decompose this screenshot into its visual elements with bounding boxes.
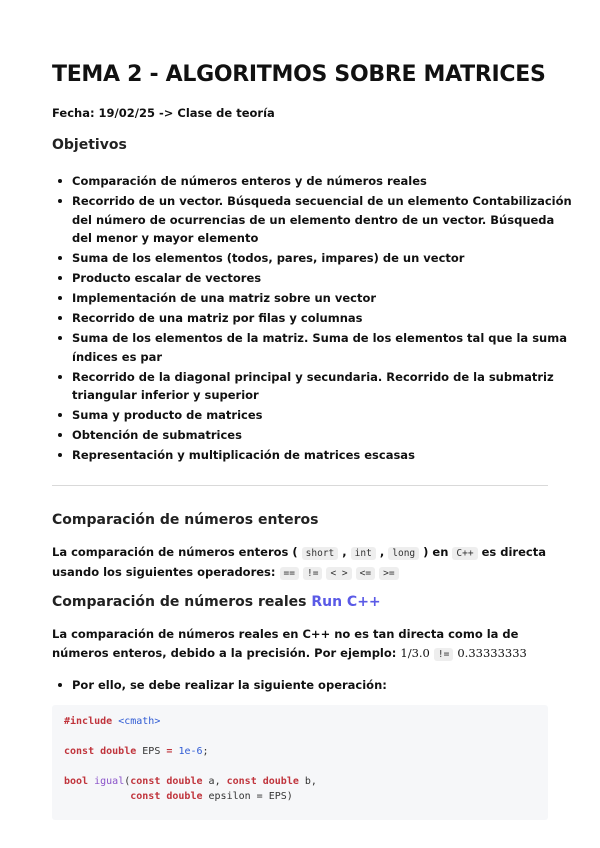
operator-code: <= (356, 567, 375, 580)
math-expr-right: 0.33333333 (457, 646, 527, 660)
type-long-code: long (388, 547, 419, 560)
code-content (52, 705, 548, 813)
code-token: const double (130, 791, 203, 802)
code-token: = (166, 746, 173, 757)
objetivos-heading: Objetivos (52, 137, 127, 153)
code-token: const double (130, 776, 203, 787)
enteros-text-b: ) en (423, 545, 449, 559)
code-token: igual (94, 776, 125, 787)
reales-heading (52, 594, 381, 610)
code-token: epsilon = EPS) (208, 791, 293, 802)
code-token: const double (64, 746, 137, 757)
list-item: Implementación de una matriz sobre un vector (72, 289, 572, 308)
list-item: Obtención de submatrices (72, 426, 572, 445)
list-item: Suma de los elementos (todos, pares, impares) de un vector (72, 249, 572, 268)
code-token: a, (208, 776, 221, 787)
list-item: Comparación de números enteros y de números reales (72, 172, 572, 191)
list-item: Por ello, se debe realizar la siguiente operación: (72, 676, 572, 694)
list-item: Recorrido de una matriz por filas y columnas (72, 309, 572, 328)
list-item: Suma y producto de matrices (72, 406, 572, 425)
code-token: ; (202, 746, 209, 757)
list-item: Producto escalar de vectores (72, 269, 572, 288)
code-token: 1e-6 (178, 746, 203, 757)
lang-code: C++ (452, 547, 477, 560)
enteros-heading: Comparación de números enteros (52, 512, 319, 528)
enteros-text-c: es directa usando los siguientes operadores: (52, 545, 546, 579)
reales-heading-text: Comparación de números reales (52, 594, 307, 610)
enteros-paragraph (52, 543, 552, 583)
operator-code: >= (379, 567, 398, 580)
operator-code: < > (326, 567, 351, 580)
code-token: #include (64, 716, 113, 727)
objetivos-list (52, 172, 572, 466)
list-item: Recorrido de un vector. Búsqueda secuencial de un elemento Contabilización del número de ocurrencias de un elemento dentro de un vector. Búsqueda del menor y mayor elemento (72, 192, 572, 248)
enteros-text-a: La comparación de números enteros ( (52, 545, 298, 559)
operator-code: == (280, 567, 299, 580)
reales-paragraph (52, 625, 552, 664)
section-divider (52, 485, 548, 486)
code-token: b, (304, 776, 317, 787)
code-token: EPS (142, 746, 161, 757)
separator: , (342, 545, 347, 559)
page-title: TEMA 2 - ALGORITMOS SOBRE MATRICES (52, 62, 546, 87)
separator: , (379, 545, 385, 559)
type-short-code: short (302, 547, 339, 560)
code-token: const double (226, 776, 299, 787)
math-expr-left: 1/3.0 (400, 646, 430, 660)
operator-code: != (303, 567, 322, 580)
reales-bullets (52, 676, 572, 694)
operator-code: != (434, 648, 453, 661)
list-item: Representación y multiplicación de matrices escasas (72, 446, 572, 465)
date-line: Fecha: 19/02/25 -> Clase de teoría (52, 106, 275, 120)
code-token: bool (64, 776, 89, 787)
code-block[interactable] (52, 705, 548, 820)
run-cpp-link[interactable]: Run C++ (311, 594, 381, 610)
code-token: <cmath> (118, 716, 161, 727)
list-item: Suma de los elementos de la matriz. Suma de los elementos tal que la suma índices es par (72, 329, 572, 366)
reales-text-a: La comparación de números reales en C++ no es tan directa como la de números enteros, debido a la precisión. Por ejemplo: (52, 627, 519, 660)
type-int-code: int (351, 547, 376, 560)
code-token: ( (124, 776, 131, 787)
list-item: Recorrido de la diagonal principal y secundaria. Recorrido de la submatriz triangular inferior y superior (72, 368, 572, 405)
